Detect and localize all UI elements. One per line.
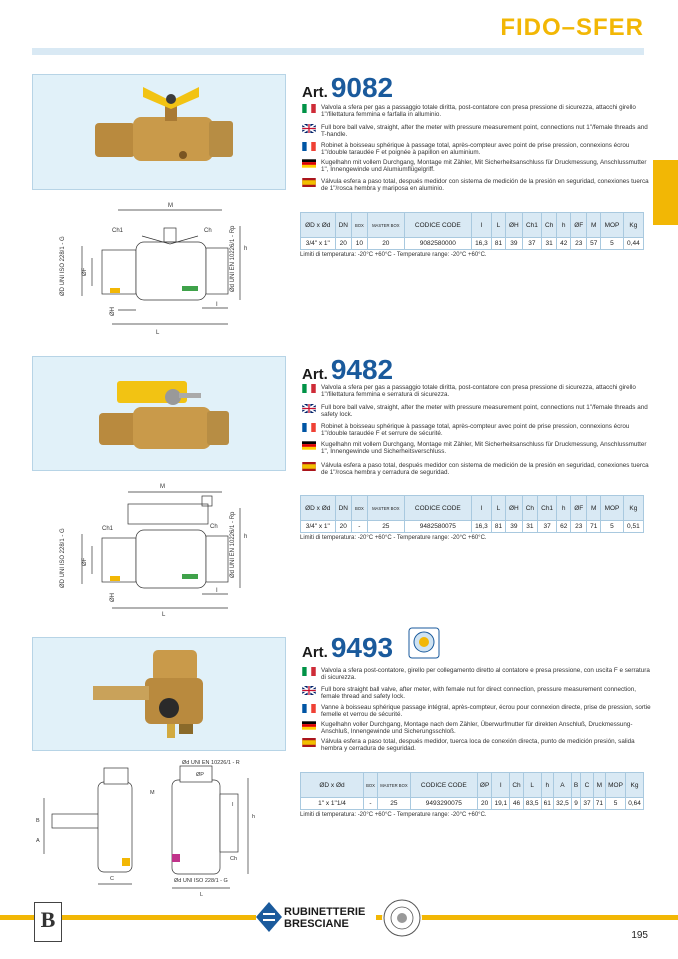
table-cell: 5 bbox=[601, 238, 624, 250]
dim-label: Ød UNI EN 10226/1 - R bbox=[182, 760, 240, 766]
germany-flag-icon bbox=[302, 159, 316, 168]
dim-label: Ch bbox=[210, 524, 218, 530]
dim-label: L bbox=[200, 892, 204, 898]
table-header: CODICE CODE bbox=[410, 773, 477, 798]
table-header: MOP bbox=[601, 213, 624, 238]
dim-label: L bbox=[156, 330, 160, 336]
dim-label: h bbox=[252, 814, 256, 820]
table-header: ØF bbox=[571, 213, 587, 238]
table-header: MASTER BOX bbox=[367, 213, 404, 238]
table-cell: - bbox=[351, 521, 367, 533]
table-header: MOP bbox=[601, 496, 624, 521]
table-header: DN bbox=[335, 213, 351, 238]
table-row bbox=[301, 798, 644, 810]
spec-table-9482 bbox=[300, 495, 644, 533]
certification-icon bbox=[408, 627, 440, 659]
dim-label: M bbox=[150, 790, 155, 796]
table-cell: 20 bbox=[335, 521, 351, 533]
dim-label: Ød UNI ISO 228/1 - G bbox=[174, 878, 228, 884]
group-logo-letter: B bbox=[40, 907, 56, 932]
table-cell: 39 bbox=[505, 521, 522, 533]
dim-label: Ch bbox=[204, 228, 212, 234]
company-logo bbox=[256, 900, 376, 936]
table-header: Kg bbox=[623, 213, 643, 238]
table-header: Kg bbox=[623, 496, 643, 521]
table-header: MASTER BOX bbox=[367, 496, 404, 521]
table-header: Ch bbox=[510, 773, 523, 798]
table-cell: 81 bbox=[491, 238, 505, 250]
desc-it: Valvola a sfera post-contatore, girello per collegamento diretto al contatore e presa pressione, con uscita F e serratura di sicurezza. bbox=[302, 667, 652, 683]
table-header: M bbox=[587, 496, 601, 521]
table-cell: 71 bbox=[587, 521, 601, 533]
desc-en: Full bore straight ball valve, after meter, with female nut for direct connection, pressure measurement connection, female thread and safety lock. bbox=[302, 686, 652, 702]
table-header: CODICE CODE bbox=[404, 213, 471, 238]
table-cell: 37 bbox=[537, 521, 556, 533]
art-title-9482: Art. 9482 bbox=[302, 354, 394, 385]
france-flag-icon bbox=[302, 142, 316, 151]
desc-fr: Robinet à boisseau sphérique à passage total, après-compteur avec point de prise pression, connexions écrou 1"/double taraudée F et poignée à papillon en aluminium. bbox=[302, 142, 652, 158]
dim-label: B bbox=[36, 818, 40, 824]
dim-label: ØH bbox=[110, 593, 116, 602]
table-header: L bbox=[523, 773, 541, 798]
table-cell: 0,51 bbox=[623, 521, 643, 533]
table-header: ØH bbox=[505, 496, 522, 521]
desc-es: Válvula esfera a paso total, después medidor, tuerca loca de conexión directa, punto de medición presión, salida hembra y cerradura de seguridad. bbox=[302, 738, 652, 754]
table-cell: 20 bbox=[477, 798, 492, 810]
dim-label: A bbox=[36, 838, 40, 844]
art-title-9082: Art. 9082 bbox=[302, 72, 394, 103]
table-cell: 0,64 bbox=[626, 798, 644, 810]
dim-label: Ch bbox=[230, 856, 238, 862]
desc-de: Kugelhahn mit vollem Durchgang, Montage mit Zähler, Mit Sicherheitsanschluss für Druckmessung, Anschlussmutter 1", Innengewinde und Sicherheitsverschluss. bbox=[302, 441, 652, 457]
table-cell: 31 bbox=[522, 521, 537, 533]
table-header: I bbox=[471, 496, 491, 521]
table-header: ØD x Ød bbox=[301, 773, 364, 798]
valve-photo-9493 bbox=[33, 638, 285, 750]
table-header: ØH bbox=[505, 213, 522, 238]
table-header: ØD x Ød bbox=[301, 213, 336, 238]
table-header: M bbox=[593, 773, 605, 798]
spain-flag-icon bbox=[302, 178, 316, 187]
table-header: h bbox=[557, 213, 571, 238]
valve-photo-9482 bbox=[33, 357, 285, 470]
company-name-line2: BRESCIANE bbox=[284, 918, 349, 930]
table-cell: 16,3 bbox=[471, 521, 491, 533]
table-cell: 57 bbox=[587, 238, 601, 250]
table-header: M bbox=[587, 213, 601, 238]
uk-flag-icon bbox=[302, 686, 316, 695]
art-number: 9493 bbox=[330, 632, 394, 663]
table-cell: 9 bbox=[571, 798, 580, 810]
table-cell: 46 bbox=[510, 798, 523, 810]
table-row bbox=[301, 238, 644, 250]
table-header-row bbox=[301, 773, 644, 798]
dim-label: M bbox=[168, 203, 173, 209]
art-title-9493: Art. 9493 bbox=[302, 632, 394, 663]
table-header: BOX bbox=[364, 773, 378, 798]
desc-de: Kugelhahn voller Durchgang, Montage nach dem Zähler, Überwurfmutter für direkten Anschluß, Druckmessung-Anschluß, Innengewinde und Sicherungsschloß. bbox=[302, 721, 652, 737]
table-cell: 10 bbox=[351, 238, 367, 250]
table-header: ØD x Ød bbox=[301, 496, 336, 521]
company-name-line1: RUBINETTERIE bbox=[284, 906, 366, 918]
table-header-row bbox=[301, 213, 644, 238]
spec-table-9493 bbox=[300, 772, 644, 810]
table-header: L bbox=[491, 213, 505, 238]
table-cell: 83,5 bbox=[523, 798, 541, 810]
table-header: B bbox=[571, 773, 580, 798]
table-cell: 23 bbox=[571, 521, 587, 533]
table-cell: 1" x 1"1/4 bbox=[301, 798, 364, 810]
table-cell: 5 bbox=[601, 521, 624, 533]
temperature-limits: Limiti di temperatura: -20°C +60°C - Temperature range: -20°C +60°C. bbox=[300, 252, 487, 258]
product-photo-9482 bbox=[32, 356, 286, 471]
table-cell: 3/4" x 1" bbox=[301, 521, 336, 533]
table-header: Ch bbox=[522, 496, 537, 521]
brand-title: FIDO–SFER bbox=[500, 14, 644, 41]
table-row bbox=[301, 521, 644, 533]
table-cell: 32,5 bbox=[553, 798, 571, 810]
desc-en: Full bore ball valve, straight, after the meter with pressure measurement point, connections nut 1"/female threads and safety lock. bbox=[302, 404, 652, 420]
table-header: h bbox=[557, 496, 571, 521]
table-header: C bbox=[581, 773, 593, 798]
table-cell: 37 bbox=[581, 798, 593, 810]
header-rule bbox=[32, 48, 644, 55]
desc-es: Válvula esfera a paso total, después medidor con sistema de medición de la presión en seguridad, conexiones tuerca de 1"/rosca hembra y mariposa en aluminio. bbox=[302, 178, 652, 194]
germany-flag-icon bbox=[302, 441, 316, 450]
italy-flag-icon bbox=[302, 104, 316, 113]
dim-label: C bbox=[110, 876, 114, 882]
table-header: Ch1 bbox=[522, 213, 541, 238]
table-cell: 23 bbox=[571, 238, 587, 250]
dim-label: I bbox=[216, 302, 218, 308]
table-header: Ch1 bbox=[537, 496, 556, 521]
italy-flag-icon bbox=[302, 667, 316, 676]
dim-label: h bbox=[244, 246, 248, 252]
product-photo-9082 bbox=[32, 74, 286, 190]
table-header: BOX bbox=[351, 496, 367, 521]
page-number: 195 bbox=[631, 930, 648, 941]
france-flag-icon bbox=[302, 704, 316, 713]
table-cell: 37 bbox=[522, 238, 541, 250]
technical-drawing-9482 bbox=[52, 478, 252, 618]
group-logo bbox=[34, 902, 62, 942]
dim-label: ØD UNI ISO 228/1 - G bbox=[60, 528, 66, 588]
table-header: A bbox=[553, 773, 571, 798]
dim-label: ØF bbox=[82, 557, 88, 566]
desc-de: Kugelhahn mit vollem Durchgang, Montage mit Zähler, Mit Sicherheitsanschluss für Druckmessung, Anschlussmutter 1", Innengewinde und Alumiumflügelgriff. bbox=[302, 159, 652, 175]
dim-label: L bbox=[162, 612, 166, 618]
table-cell: 61 bbox=[541, 798, 553, 810]
table-cell: - bbox=[364, 798, 378, 810]
dim-label: I bbox=[216, 588, 218, 594]
art-number: 9482 bbox=[330, 354, 394, 385]
table-header: I bbox=[471, 213, 491, 238]
table-cell: 71 bbox=[593, 798, 605, 810]
table-header: DN bbox=[335, 496, 351, 521]
table-header: h bbox=[541, 773, 553, 798]
dim-label: h bbox=[244, 534, 248, 540]
dim-label: Ch1 bbox=[102, 526, 114, 532]
table-header: MASTER BOX bbox=[378, 773, 411, 798]
desc-it: Valvola a sfera per gas a passaggio totale diritta, post-contatore con presa pressione di sicurezza, attacchi girello 1"/filettatura femmina e serratura di sicurezza. bbox=[302, 384, 652, 400]
spain-flag-icon bbox=[302, 462, 316, 471]
spec-table-9082 bbox=[300, 212, 644, 250]
uk-flag-icon bbox=[302, 404, 316, 413]
table-cell: 42 bbox=[557, 238, 571, 250]
table-cell: 19,1 bbox=[492, 798, 510, 810]
uk-flag-icon bbox=[302, 124, 316, 133]
product-photo-9493 bbox=[32, 637, 286, 751]
table-header: I bbox=[492, 773, 510, 798]
table-header: Ch bbox=[542, 213, 557, 238]
france-flag-icon bbox=[302, 423, 316, 432]
table-cell: 16,3 bbox=[471, 238, 491, 250]
table-cell: 39 bbox=[505, 238, 522, 250]
table-cell: 81 bbox=[491, 521, 505, 533]
technical-drawing-9493 bbox=[32, 758, 282, 898]
dim-label: ØF bbox=[82, 267, 88, 276]
table-header: BOX bbox=[351, 213, 367, 238]
dim-label: M bbox=[160, 484, 165, 490]
table-header: ØF bbox=[571, 496, 587, 521]
valve-photo-9082 bbox=[33, 75, 285, 189]
desc-fr: Vanne à boisseau sphérique passage intégral, après-compteur, écrou pour connexion directe, prise de pression, sortie femelle et verrou de sécurité. bbox=[302, 704, 652, 720]
dim-label: I bbox=[232, 802, 234, 808]
spain-flag-icon bbox=[302, 738, 316, 747]
desc-fr: Robinet à boisseau sphérique à passage total, après-compteur avec point de prise pression, connexions écrou 1"/double taraudée F et serrure de sécurité. bbox=[302, 423, 652, 439]
table-header: CODICE CODE bbox=[404, 496, 471, 521]
desc-en: Full bore ball valve, straight, after the meter with pressure measurement point, connections nut 1"/female threads and T-handle. bbox=[302, 124, 652, 140]
technical-drawing-9082 bbox=[52, 196, 252, 336]
table-cell: 0,44 bbox=[623, 238, 643, 250]
dim-label: Ch1 bbox=[112, 228, 124, 234]
germany-flag-icon bbox=[302, 721, 316, 730]
desc-it: Valvola a sfera per gas a passaggio totale diritta, post-contatore con presa pressione di sicurezza, attacchi girello 1"/filettatura femmina e farfalla in alluminio. bbox=[302, 104, 652, 120]
table-header: Kg bbox=[626, 773, 644, 798]
table-cell: 62 bbox=[557, 521, 571, 533]
temperature-limits: Limiti di temperatura: -20°C +60°C - Temperature range: -20°C +60°C. bbox=[300, 812, 487, 818]
table-cell: 5 bbox=[606, 798, 626, 810]
italy-flag-icon bbox=[302, 384, 316, 393]
table-cell: 3/4" x 1" bbox=[301, 238, 336, 250]
table-header: MOP bbox=[606, 773, 626, 798]
table-cell: 20 bbox=[367, 238, 404, 250]
dim-label: Ød UNI EN 10226/1 - Rp bbox=[230, 225, 236, 292]
rb-logo-icon bbox=[256, 902, 282, 932]
dim-label: ØD UNI ISO 228/1 - G bbox=[60, 236, 66, 296]
table-cell: 20 bbox=[335, 238, 351, 250]
table-cell: 25 bbox=[378, 798, 411, 810]
table-header: ØP bbox=[477, 773, 492, 798]
temperature-limits: Limiti di temperatura: -20°C +60°C - Temperature range: -20°C +60°C. bbox=[300, 535, 487, 541]
dim-label: Ød UNI EN 10226/1 - Rp bbox=[230, 511, 236, 578]
table-cell: 25 bbox=[367, 521, 404, 533]
dim-label: ØP bbox=[196, 772, 204, 778]
dim-label: ØH bbox=[110, 307, 116, 316]
table-cell: 9082580000 bbox=[404, 238, 471, 250]
art-number: 9082 bbox=[330, 72, 394, 103]
table-header: L bbox=[491, 496, 505, 521]
desc-es: Válvula esfera a paso total, después medidor con sistema de medición de la presión en seguridad, conexiones tuerca de 1"/rosca hembra y cerradura de seguridad. bbox=[302, 462, 652, 478]
table-cell: 31 bbox=[542, 238, 557, 250]
table-cell: 9493290075 bbox=[410, 798, 477, 810]
table-cell: 9482580075 bbox=[404, 521, 471, 533]
iso-seal-icon bbox=[382, 898, 422, 938]
table-header-row bbox=[301, 496, 644, 521]
section-tab bbox=[653, 160, 678, 225]
